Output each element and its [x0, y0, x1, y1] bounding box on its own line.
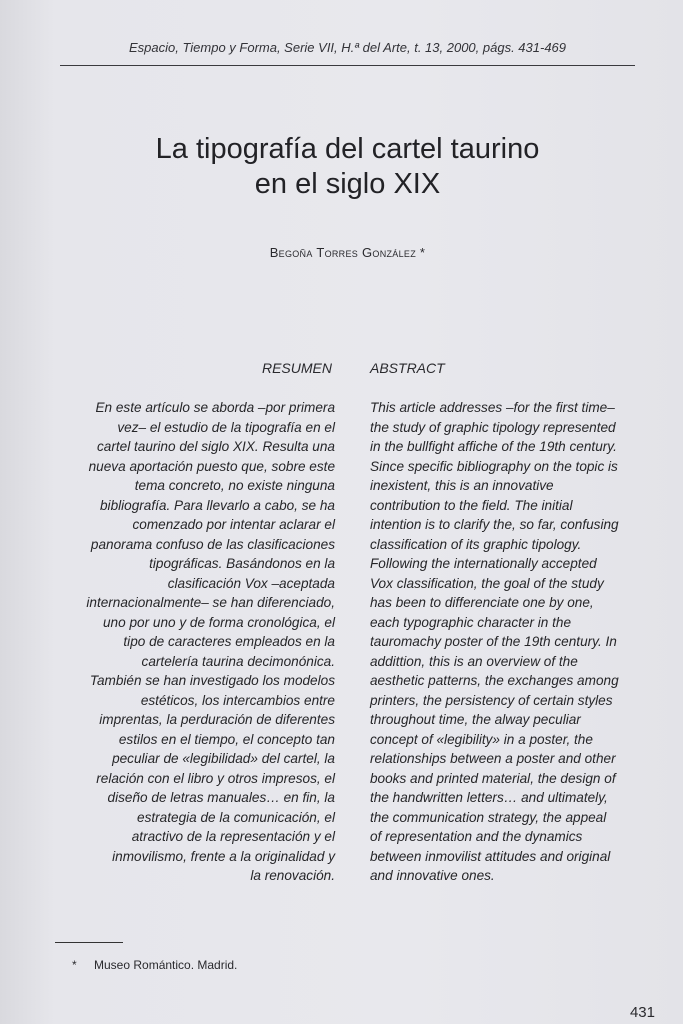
resumen-line: imprentas, la perduración de diferentes [99, 712, 335, 727]
resumen-line: clasificación Vox –aceptada [167, 575, 335, 591]
footnote-mark: * [72, 958, 77, 972]
abstract-line: in the bullfight affiche of the 19th century. [370, 439, 617, 454]
footnote-text: Museo Romántico. Madrid. [94, 958, 238, 972]
abstract-line: between inmovilist attitudes and original [370, 848, 611, 864]
resumen-line: tipo de caracteres empleados en la [123, 634, 335, 649]
resumen-line: También se han investigado los modelos [89, 673, 335, 688]
resumen-line: la renovación. [250, 868, 335, 883]
header-divider [60, 65, 635, 66]
resumen-text [45, 398, 335, 886]
abstract-line: aesthetic patterns, the exchanges among [370, 673, 619, 688]
resumen-line: estéticos, los intercambios entre [140, 692, 335, 708]
resumen-line: vez– el estudio de la tipografía en el [117, 419, 335, 435]
author-name: Begoña Torres González * [269, 245, 426, 260]
resumen-line: nueva aportación puesto que, sobre este [88, 458, 335, 474]
abstract-line: of representation and the dynamics [370, 829, 583, 844]
abstract-line: Following the internationally accepted [370, 556, 597, 571]
resumen-line: comenzado por intentar aclarar el [132, 517, 335, 532]
resumen-line: diseño de letras manuales… en fin, la [107, 790, 335, 805]
abstract-line: tauromachy poster of the 19th century. In [370, 634, 617, 649]
abstract-line: printers, the persistency of certain styles [370, 692, 613, 708]
abstract-line: the communication strategy, the appeal [370, 809, 607, 825]
resumen-line: tipográficas. Basándonos en la [149, 556, 335, 571]
abstract-line: and innovative ones. [370, 868, 495, 883]
abstract-line: Since specific bibliography on the topic is [370, 458, 618, 474]
abstract-line: Vox classification, the goal of the study [370, 575, 604, 591]
abstract-line: has been to differenciate one by one, [370, 595, 594, 610]
resumen-line: inmovilismo, frente a la originalidad y [112, 848, 335, 864]
resumen-line: peculiar de «legibilidad» del cartel, la [112, 751, 335, 766]
footnote [72, 958, 237, 972]
resumen-line: relación con el libro y otros impresos, el [96, 770, 335, 786]
resumen-line: tema concreto, no existe ninguna [134, 478, 335, 493]
abstract-line: the handwritten letters… and ultimately, [370, 790, 608, 805]
page-number: 431 [629, 1004, 655, 1021]
abstract-text [370, 398, 655, 886]
resumen-line: En este artículo se aborda –por primera [95, 400, 335, 415]
abstract-heading: ABSTRACT [370, 360, 445, 376]
title-line-2: en el siglo XIX [254, 168, 441, 200]
resumen-line: atractivo de la representación y el [131, 829, 335, 844]
abstract-line: This article addresses –for the first time– [370, 400, 615, 415]
abstract-line: intention is to clarify the, so far, confusing [370, 517, 619, 532]
abstract-line: concept of «legibility» in a poster, the [370, 731, 593, 747]
abstract-line: books and printed material, the design of [370, 770, 616, 786]
resumen-line: bibliografía. Para llevarlo a cabo, se ha [99, 497, 335, 513]
resumen-line: estrategia de la comunicación, el [137, 809, 335, 825]
resumen-line: cartelería taurina decimonónica. [141, 653, 335, 669]
resumen-line: internacionalmente– se han diferenciado, [86, 595, 335, 610]
resumen-line: cartel taurino del siglo XIX. Resulta una [96, 439, 335, 454]
abstract-line: inexistent, this is an innovative [370, 478, 554, 493]
abstract-line: addittion, this is an overview of the [370, 653, 578, 669]
abstract-line: relationships between a poster and other [370, 751, 616, 766]
resumen-heading: RESUMEN [261, 360, 332, 376]
article-title [60, 132, 635, 202]
footnote-divider [55, 942, 123, 943]
resumen-line: estilos en el tiempo, el concepto tan [118, 731, 335, 747]
title-line-1: La tipografía del cartel taurino [155, 133, 540, 165]
abstract-line: classification of its graphic tipology. [370, 536, 582, 552]
journal-citation: Espacio, Tiempo y Forma, Serie VII, H.ª del Arte, t. 13, 2000, págs. 431-469 [128, 40, 567, 55]
abstract-line: throughout time, the alway peculiar [370, 712, 581, 727]
resumen-line: uno por uno y de forma cronológica, el [103, 614, 335, 630]
abstract-line: each typographic character in the [370, 614, 572, 630]
abstract-line: the study of graphic tipology represented [370, 419, 616, 435]
abstract-line: contribution to the field. The initial [370, 497, 573, 513]
resumen-line: panorama confuso de las clasificaciones [90, 536, 335, 552]
